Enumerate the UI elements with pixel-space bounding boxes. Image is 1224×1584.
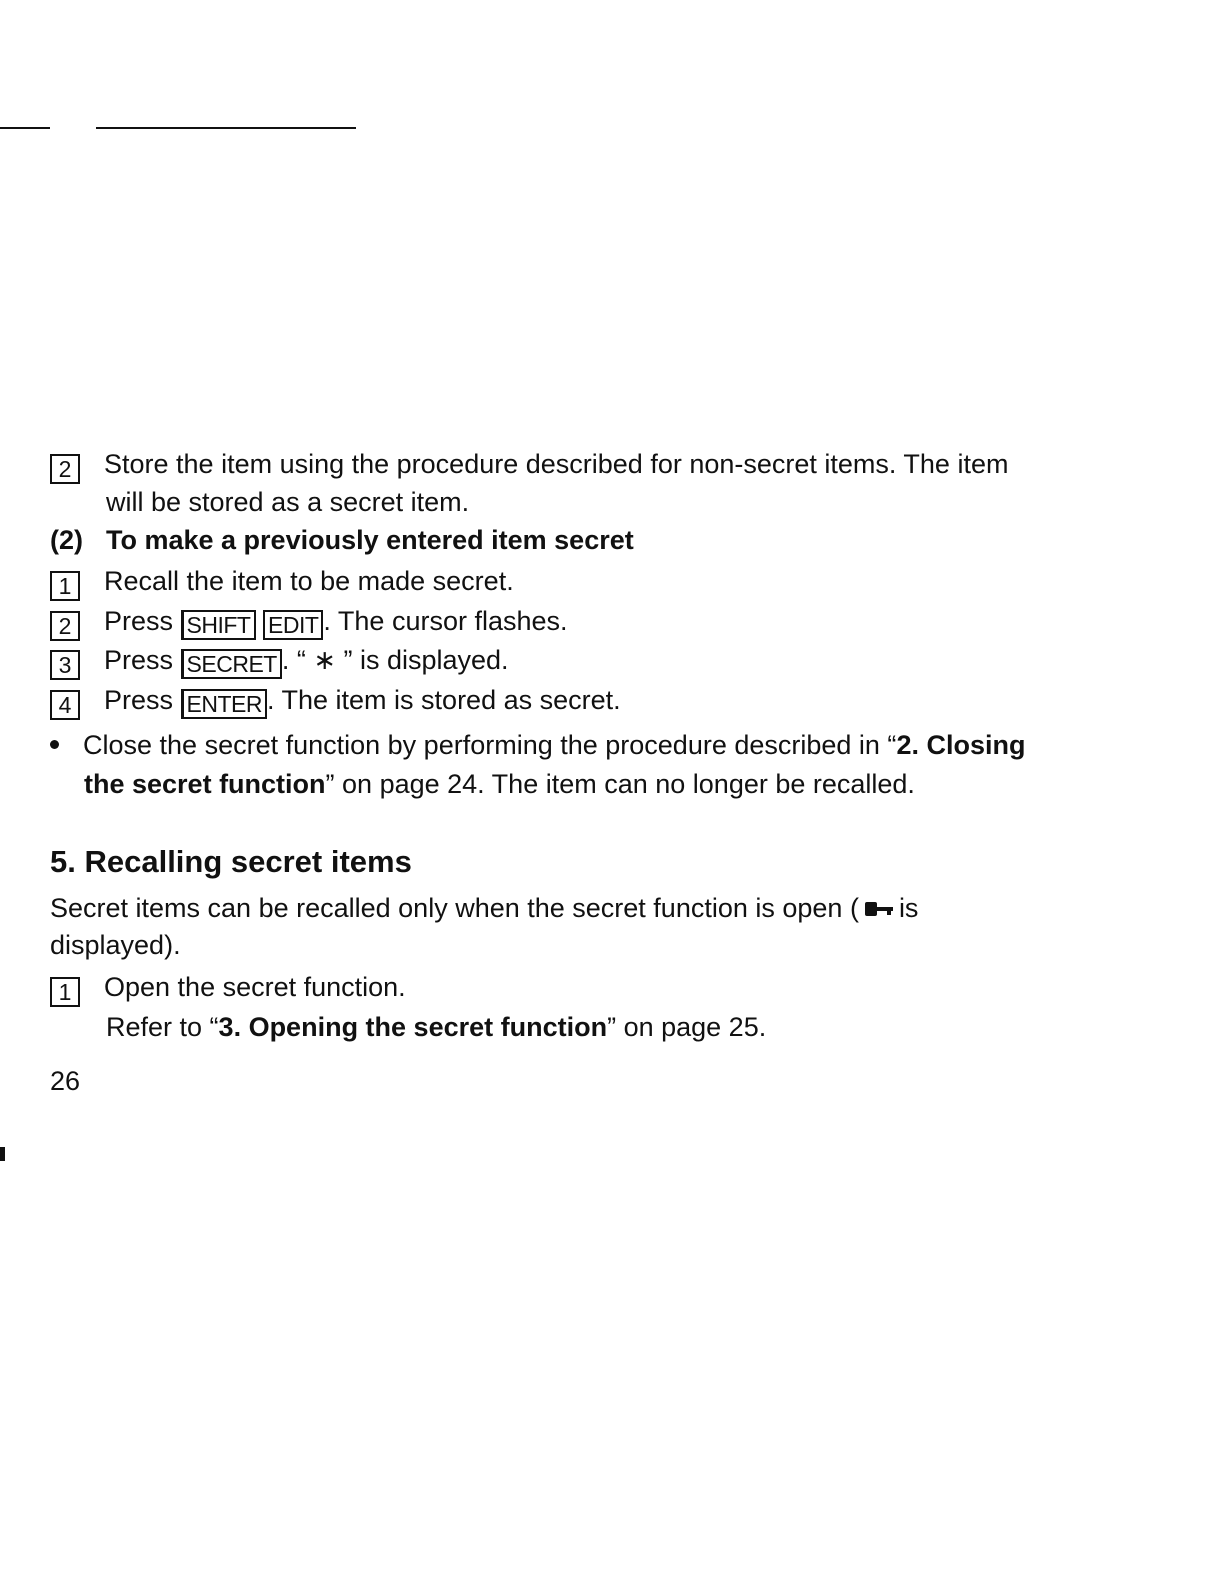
- intro-text-end: is: [898, 893, 919, 923]
- sub-step-2: [50, 603, 568, 641]
- bullet-icon: [50, 740, 59, 749]
- step-number-box: 1: [50, 571, 80, 601]
- key-icon: [865, 902, 893, 916]
- header-rule-left: [0, 127, 50, 129]
- refer-line: [106, 1009, 766, 1045]
- bullet-note-line-1: [50, 727, 1025, 763]
- step-2-line-2: will be stored as a secret item.: [106, 487, 470, 517]
- sub-step-1: [50, 563, 514, 601]
- bullet-text: Close the secret function by performing the procedure described in “: [83, 730, 897, 760]
- page-number: 26: [50, 1066, 81, 1096]
- refer-bold: 3. Opening the secret function: [218, 1012, 608, 1042]
- step-text: Open the secret function.: [104, 972, 406, 1002]
- bullet-ref-bold: 2. Closing: [896, 730, 1026, 760]
- bullet-ref-bold-cont: the secret function: [84, 769, 326, 799]
- press-label: Press: [104, 645, 174, 675]
- step-text: Store the item using the procedure described for non-secret items. The item: [104, 449, 1009, 479]
- step-text: Recall the item to be made secret.: [104, 566, 514, 596]
- refer-text-end: ” on page 25.: [607, 1012, 767, 1042]
- shift-key: SHIFT: [181, 610, 256, 640]
- step-number-box: 4: [50, 690, 80, 720]
- step-text: . The cursor flashes.: [323, 606, 568, 636]
- bullet-note-line-2: [84, 766, 915, 802]
- enter-key: ENTER: [181, 689, 267, 719]
- step-text: . The item is stored as secret.: [267, 685, 621, 715]
- intro-line-2: displayed).: [50, 930, 181, 960]
- step-number-box: 2: [50, 611, 80, 641]
- intro-text: Secret items can be recalled only when the secret function is open (: [50, 893, 859, 923]
- press-label: Press: [104, 685, 174, 715]
- sub-step-3: [50, 642, 509, 680]
- intro-line-1: [50, 890, 918, 926]
- step-number-box: 2: [50, 454, 80, 484]
- header-rule-right: [96, 127, 356, 129]
- edit-key: EDIT: [263, 610, 323, 640]
- subsection-heading: [50, 522, 634, 558]
- step-number-box: 3: [50, 650, 80, 680]
- step-2-line-1: [50, 446, 1008, 484]
- subsection-number: (2): [50, 525, 83, 555]
- step-text: . “ ∗ ” is displayed.: [281, 645, 509, 675]
- bullet-text-cont: ” on page 24. The item can no longer be recalled.: [325, 769, 915, 799]
- step-number-box: 1: [50, 977, 80, 1007]
- sub-step-4: [50, 682, 621, 720]
- secret-key: SECRET: [181, 649, 282, 679]
- section-heading: 5. Recalling secret items: [50, 844, 412, 879]
- refer-text: Refer to “: [106, 1012, 219, 1042]
- subsection-title: To make a previously entered item secret: [106, 525, 634, 555]
- section5-step-1: [50, 969, 406, 1007]
- press-label: Press: [104, 606, 174, 636]
- margin-mark: [0, 1147, 5, 1161]
